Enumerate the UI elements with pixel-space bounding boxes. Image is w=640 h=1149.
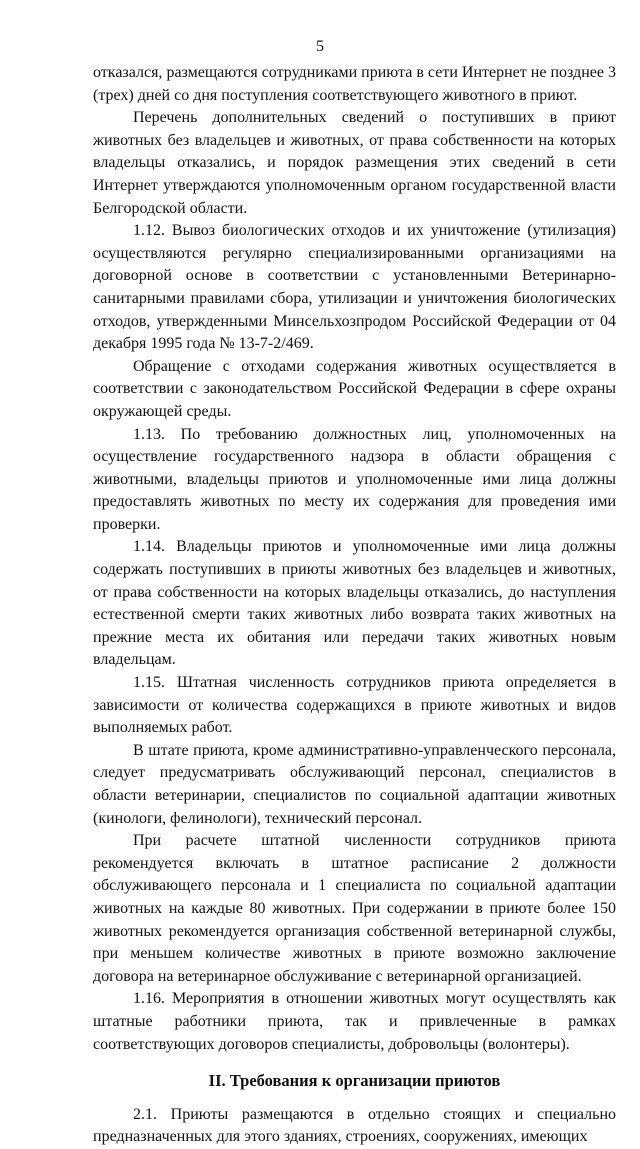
paragraph-1-13: 1.13. По требованию должностных лиц, уполномоченных на осуществление государственного надзора в области обращения с животными, владельцы приютов и уполномоченные ими лица должны предоставлять животных по месту их содержания для проведения ими проверки. [93, 425, 616, 533]
page-number: 5 [316, 38, 324, 55]
paragraph-additional-info: Перечень дополнительных сведений о поступивших в приют животных без владельцев и животных, от права собственности на которых владельцы отказались, и порядок размещения этих сведений в сети Интернет утверждаются уполномоченным органом государственной власти Белгородской области. [93, 109, 616, 217]
paragraph-continued: отказался, размещаются сотрудниками приюта в сети Интернет не позднее 3 (трех) дней со дня поступления соответствующего животного в приют. [93, 64, 616, 104]
paragraph-1-12: 1.12. Вывоз биологических отходов и их уничтожение (утилизация) осуществляются регулярно специализированными организациями на договорной основе в соответствии с установленными Ветеринарно-санитарными правилами сбора, утилизации и уничтожения биологических отходов, утвержденными Минсельхозпродом Российской Федерации от 04 декабря 1995 года № 13-7-2/469. [93, 222, 616, 353]
paragraph-1-16: 1.16. Мероприятия в отношении животных могут осуществлять как штатные работники приюта, так и привлеченные в рамках соответствующих договоров специалисты, добровольцы (волонтеры). [93, 990, 616, 1053]
paragraph-staff-calculation: При расчете штатной численности сотрудников приюта рекомендуется включать в штатное расписание 2 должности обслуживающего персонала и 1 специалиста по социальной адаптации животных на каждые 80 животных. При содержании в приюте более 150 животных рекомендуется организация собственной ветеринарной службы, при меньшем количестве животных в приюте возможно заключение договора на ветеринарное обслуживание с ветеринарной организацией. [93, 832, 616, 985]
paragraph-waste-handling: Обращение с отходами содержания животных осуществляется в соответствии с законодательством Российской Федерации в сфере охраны окружающей среды. [93, 357, 616, 420]
section-heading: II. Требования к организации приютов [208, 1071, 501, 1091]
document-body [93, 62, 616, 1149]
paragraph-1-15: 1.15. Штатная численность сотрудников приюта определяется в зависимости от количества содержащихся в приюте животных и видов выполняемых работ. [93, 674, 616, 737]
paragraph-1-14: 1.14. Владельцы приютов и уполномоченные ими лица должны содержать поступивших в приюты животных без владельцев и животных, от права собственности на которых владельцы отказались, до наступления естественной смерти таких животных либо возврата таких животных на прежние места их обитания или передачи таких животных новым владельцам. [93, 538, 616, 669]
paragraph-staff: В штате приюта, кроме административно-управленческого персонала, следует предусматривать обслуживающий персонал, специалистов в области ветеринарии, специалистов по социальной адаптации животных (кинологи, фелинологи), технический персонал. [93, 741, 616, 827]
paragraph-2-1: 2.1. Приюты размещаются в отдельно стоящих и специально предназначенных для этого зданиях, строениях, сооружениях, имеющих [93, 1105, 616, 1146]
